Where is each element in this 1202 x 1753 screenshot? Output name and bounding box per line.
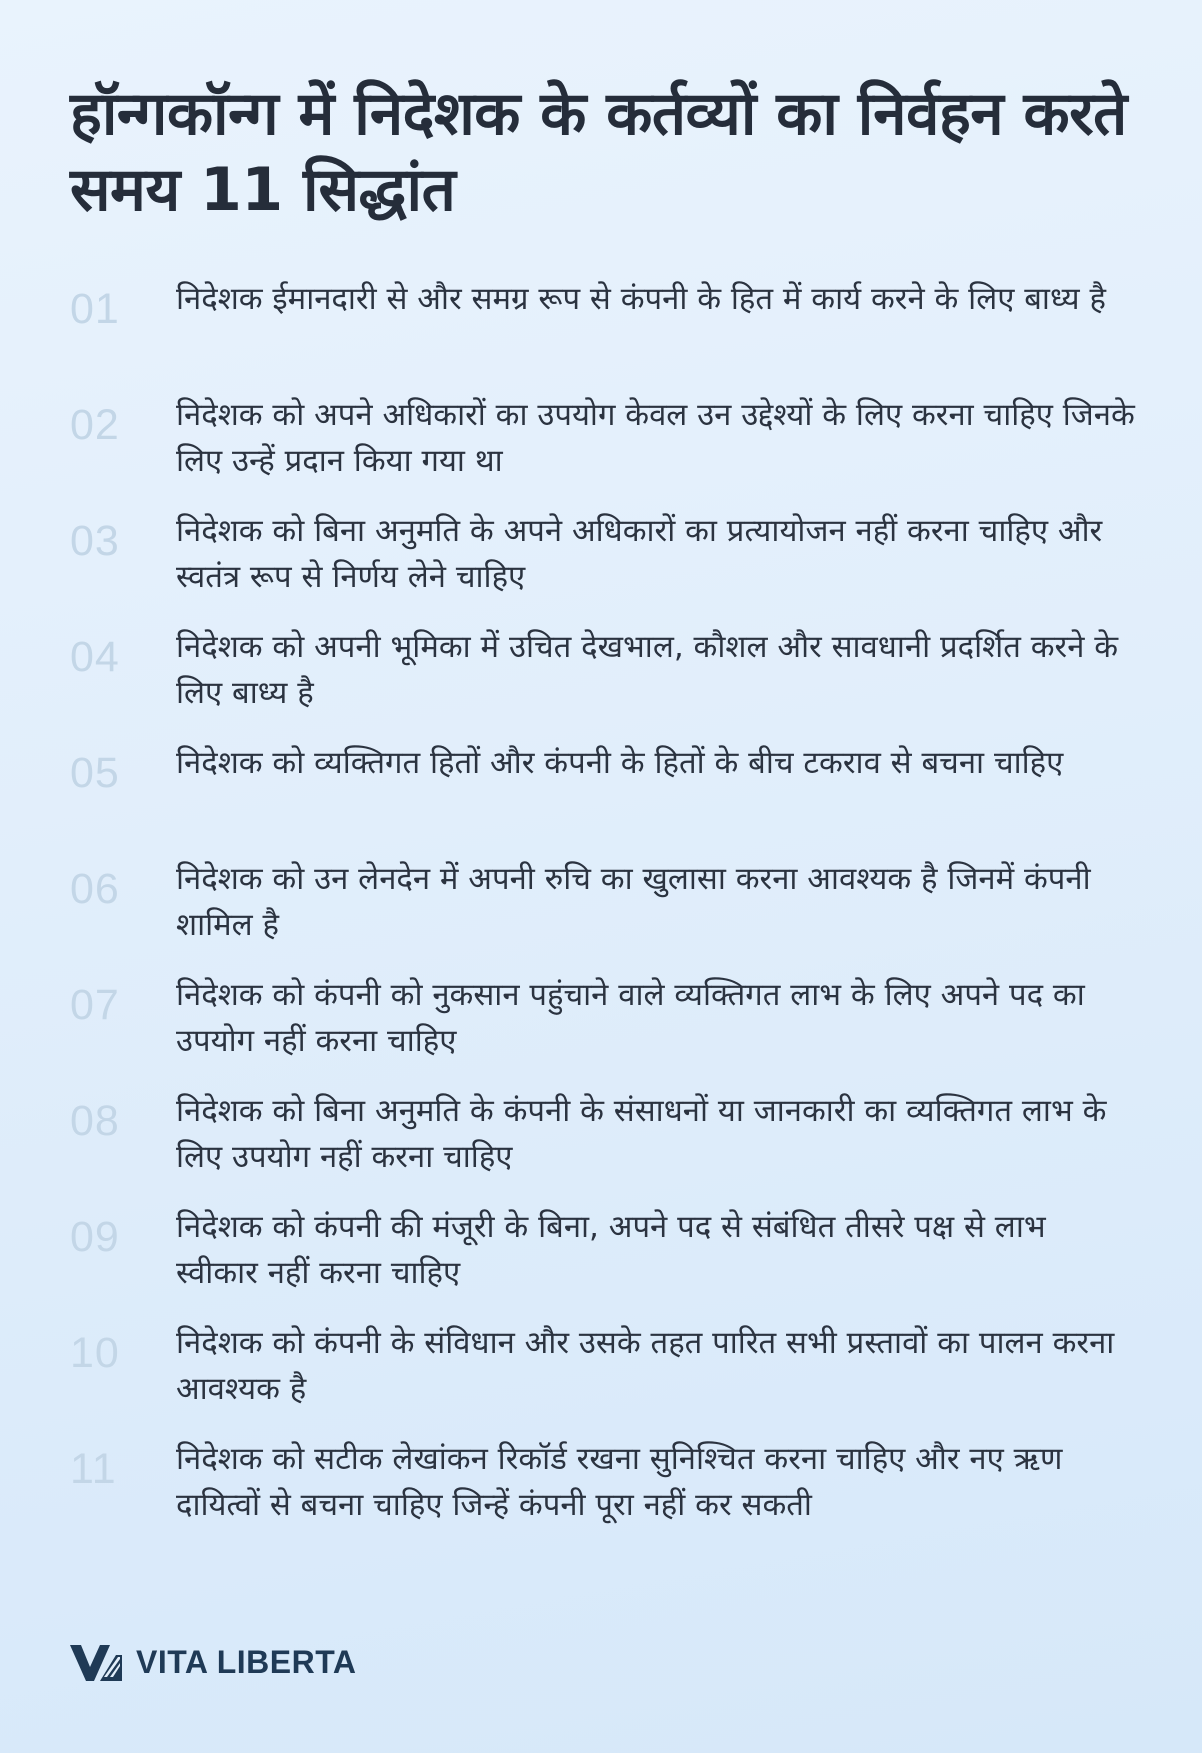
principle-number: 05 — [70, 749, 120, 797]
principle-item — [70, 972, 1085, 1088]
principle-text: निदेशक को बिना अनुमति के अपने अधिकारों का प्रत्यायोजन नहीं करना चाहिए और स्वतंत्र रूप से निर्णय लेने चाहिए — [176, 513, 1103, 595]
principle-text: निदेशक को अपने अधिकारों का उपयोग केवल उन उद्देश्यों के लिए करना चाहिए जिनके लिए उन्हें प्रदान किया गया था — [176, 397, 1135, 479]
principle-text: निदेशक को बिना अनुमति के कंपनी के संसाधनों या जानकारी का व्यक्तिगत लाभ के लिए उपयोग नहीं करना चाहिए — [176, 1093, 1107, 1175]
principle-item — [70, 276, 1106, 392]
principle-number: 07 — [70, 981, 120, 1029]
principle-item — [70, 740, 1070, 856]
brand-name: VITA LIBERTA — [136, 1644, 357, 1680]
principle-number: 06 — [70, 865, 120, 913]
principle-item — [70, 856, 1091, 972]
principle-item — [70, 624, 1119, 740]
principle-number: 02 — [70, 401, 120, 449]
vl-monogram-icon — [70, 1641, 126, 1683]
principle-text: निदेशक को कंपनी के संविधान और उसके तहत पारित सभी प्रस्तावों का पालन करना आवश्यक है — [176, 1325, 1115, 1407]
principle-text: निदेशक को अपनी भूमिका में उचित देखभाल, कौशल और सावधानी प्रदर्शित करने के लिए बाध्य है — [176, 629, 1119, 711]
principle-text: निदेशक को कंपनी की मंजूरी के बिना, अपने पद से संबंधित तीसरे पक्ष से लाभ स्वीकार नहीं करना चाहिए — [176, 1209, 1046, 1291]
principle-text: निदेशक को सटीक लेखांकन रिकॉर्ड रखना सुनिश्चित करना चाहिए और नए ऋण दायित्वों से बचना चाहिए जिन्हें कंपनी पूरा नहीं कर सकती — [176, 1441, 1063, 1523]
principle-number: 11 — [70, 1445, 117, 1493]
principle-number: 08 — [70, 1097, 120, 1145]
principle-text: निदेशक को उन लेनदेन में अपनी रुचि का खुलासा करना आवश्यक है जिनमें कंपनी शामिल है — [176, 861, 1091, 943]
page-title: हॉन्गकॉन्ग में निदेशक के कर्तव्यों का निर्वहन करते समय 11 सिद्धांत — [70, 79, 1127, 225]
principle-number: 04 — [70, 633, 120, 681]
principle-item — [70, 1320, 1115, 1436]
principle-item — [70, 1088, 1107, 1204]
principle-number: 10 — [70, 1329, 120, 1377]
principle-text: निदेशक ईमानदारी से और समग्र रूप से कंपनी के हित में कार्य करने के लिए बाध्य है — [176, 281, 1106, 317]
principle-text: निदेशक को व्यक्तिगत हितों और कंपनी के हितों के बीच टकराव से बचना चाहिए — [176, 745, 1064, 781]
principles-list — [70, 276, 1135, 1586]
principle-text: निदेशक को कंपनी को नुकसान पहुंचाने वाले व्यक्तिगत लाभ के लिए अपने पद का उपयोग नहीं करना चाहिए — [176, 977, 1085, 1059]
principle-number: 09 — [70, 1213, 120, 1261]
principle-item — [70, 1204, 1070, 1320]
brand-footer — [70, 1640, 357, 1684]
principle-number: 03 — [70, 517, 120, 565]
principle-item — [70, 1436, 1070, 1586]
principle-item — [70, 508, 1103, 624]
principle-number: 01 — [70, 285, 120, 333]
principle-item — [70, 392, 1135, 508]
